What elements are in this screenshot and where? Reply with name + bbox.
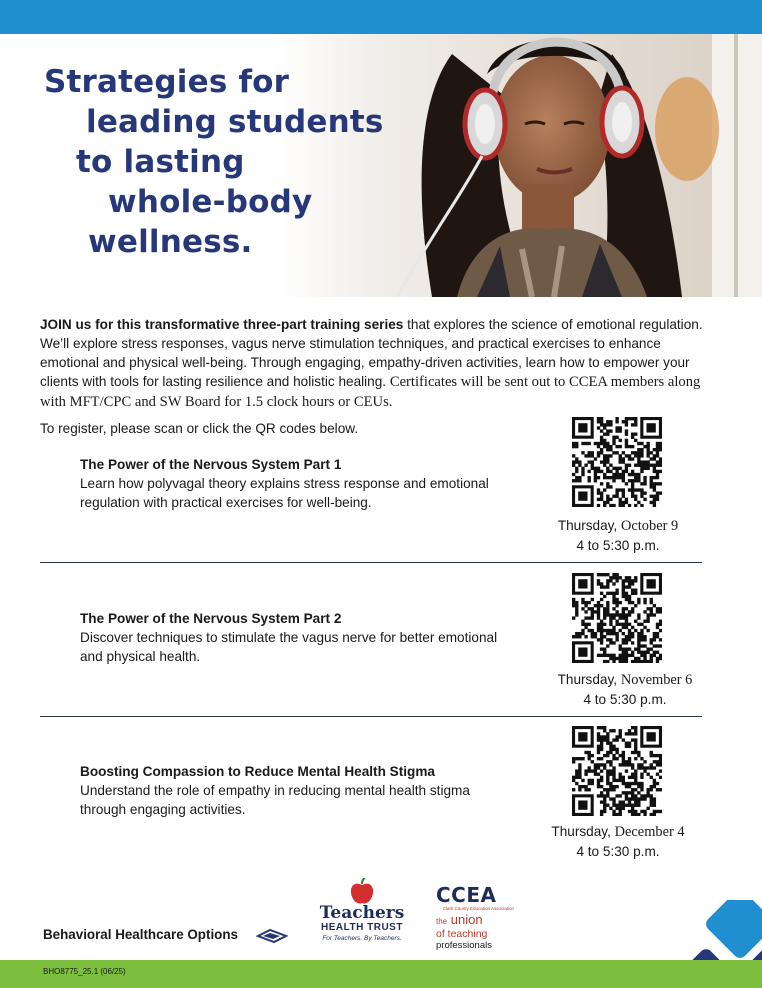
headline	[44, 62, 384, 262]
ccea-professionals: professionals	[436, 940, 492, 951]
document-code: BHO8775_25.1 (06/25)	[43, 967, 126, 976]
top-color-bar	[0, 0, 762, 34]
tht-name: Teachers	[319, 903, 405, 923]
ccea-full-name: Clark County Education Association	[442, 906, 514, 911]
headline-line-2: leading students	[86, 104, 384, 140]
session-time: 4 to 5:30 p.m.	[576, 844, 660, 859]
woman-with-headphones-photo	[382, 34, 762, 297]
session-date: November 6	[620, 672, 693, 688]
intro-paragraph	[40, 315, 712, 412]
headline-line-4: whole-body	[108, 184, 313, 220]
section-divider	[40, 716, 702, 717]
ccea-union-line	[436, 913, 516, 928]
session-description: Discover techniques to stimulate the vagus nerve for better emotional and physical health.	[80, 630, 498, 664]
headline-line-3: to lasting	[76, 144, 245, 180]
tht-sub: HEALTH TRUST	[321, 922, 403, 933]
session-day: Thursday,	[557, 672, 618, 687]
session-3	[80, 762, 500, 819]
session-1-datetime	[533, 516, 703, 556]
qr-code-session-2[interactable]	[572, 573, 662, 663]
session-date: December 4	[614, 824, 685, 840]
headline-line-1: Strategies for	[44, 64, 290, 100]
intro-body: that explores the science of emotional regulation. We’ll explore stress responses, vagus nerve stimulation techniques, and practical exercises to enhance emotional and physical well-being. Through engaging, empathy-driven activities, learn how to empower your clients with tools for lasting resilience and holistic healing.	[40, 317, 703, 389]
intro-bold-lead: JOIN us for this transformative three-part training series	[40, 317, 404, 332]
ccea-of-teaching: of teaching	[436, 928, 488, 940]
apple-icon	[349, 878, 375, 906]
session-2	[80, 609, 500, 666]
hero-banner	[0, 34, 762, 297]
session-description: Learn how polyvagal theory explains stress response and emotional regulation with practical exercises for well-being.	[80, 476, 489, 510]
qr-code-session-3[interactable]	[572, 726, 662, 816]
session-time: 4 to 5:30 p.m.	[576, 538, 660, 553]
bho-logo-text: Behavioral Healthcare Options	[43, 927, 238, 942]
section-divider	[40, 562, 702, 563]
session-title: Boosting Compassion to Reduce Mental Health Stigma	[80, 764, 435, 779]
ccea-name: CCEA	[436, 883, 497, 907]
tht-tagline: For Teachers. By Teachers.	[322, 935, 402, 942]
session-3-datetime	[533, 822, 703, 862]
qr-code-session-1[interactable]	[572, 417, 662, 507]
teachers-health-trust-logo	[314, 878, 410, 943]
session-title: The Power of the Nervous System Part 2	[80, 611, 342, 626]
session-title: The Power of the Nervous System Part 1	[80, 457, 342, 472]
headline-line-5: wellness.	[88, 224, 253, 260]
intro-certificates: Certificates will be sent out to CCEA members along with MFT/CPC and SW Board for 1.5 clock hours or CEUs.	[40, 374, 701, 410]
ccea-logo	[436, 884, 516, 951]
session-day: Thursday,	[557, 518, 618, 533]
ccea-the: the	[436, 917, 448, 926]
session-2-datetime	[540, 670, 710, 710]
session-date: October 9	[621, 518, 679, 534]
bho-logo-icon	[256, 927, 288, 945]
session-description: Understand the role of empathy in reducing mental health stigma through engaging activities.	[80, 783, 470, 817]
session-1	[80, 455, 500, 512]
ccea-union: union	[450, 912, 483, 927]
session-day: Thursday,	[551, 824, 611, 839]
session-time: 4 to 5:30 p.m.	[583, 692, 667, 707]
register-instructions: To register, please scan or click the QR codes below.	[40, 421, 359, 436]
